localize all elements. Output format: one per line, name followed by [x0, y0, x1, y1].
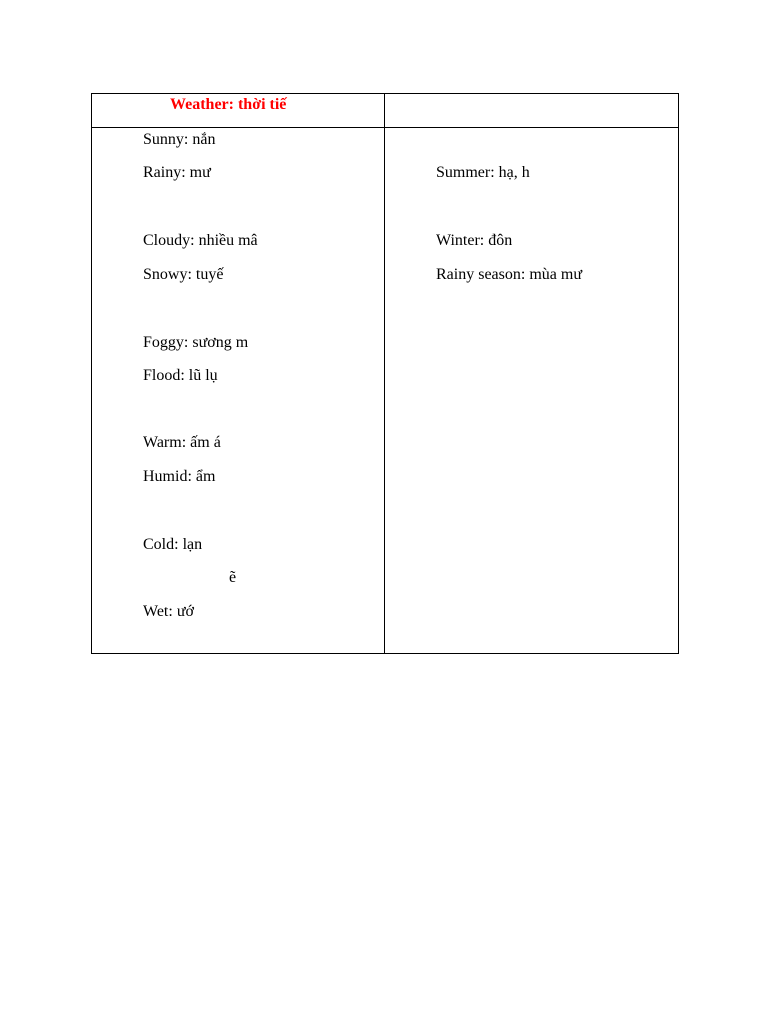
entry-wet: Wet: ướ — [143, 603, 194, 620]
entry-warm: Warm: ấm á — [143, 434, 221, 451]
entry-winter: Winter: đôn — [436, 232, 513, 249]
entry-rainy-season: Rainy season: mùa mư — [436, 266, 582, 283]
entry-cloudy: Cloudy: nhiều mâ — [143, 232, 258, 249]
vocabulary-table — [91, 93, 679, 654]
entry-rainy: Rainy: mư — [143, 164, 211, 181]
header-row-divider — [92, 127, 678, 128]
entry-humid: Humid: ẩm — [143, 468, 216, 485]
entry-flood: Flood: lũ lụ — [143, 367, 218, 384]
entry-sunny: Sunny: nắn — [143, 131, 216, 148]
entry-cold: Cold: lạn — [143, 536, 203, 553]
entry-stray-character: ẽ — [229, 569, 237, 586]
entry-foggy: Foggy: sương m — [143, 334, 249, 351]
column-divider — [384, 94, 385, 653]
entry-summer: Summer: hạ, h — [436, 164, 530, 181]
table-heading: Weather: thời tiế — [170, 96, 287, 113]
entry-snowy: Snowy: tuyế — [143, 266, 224, 283]
